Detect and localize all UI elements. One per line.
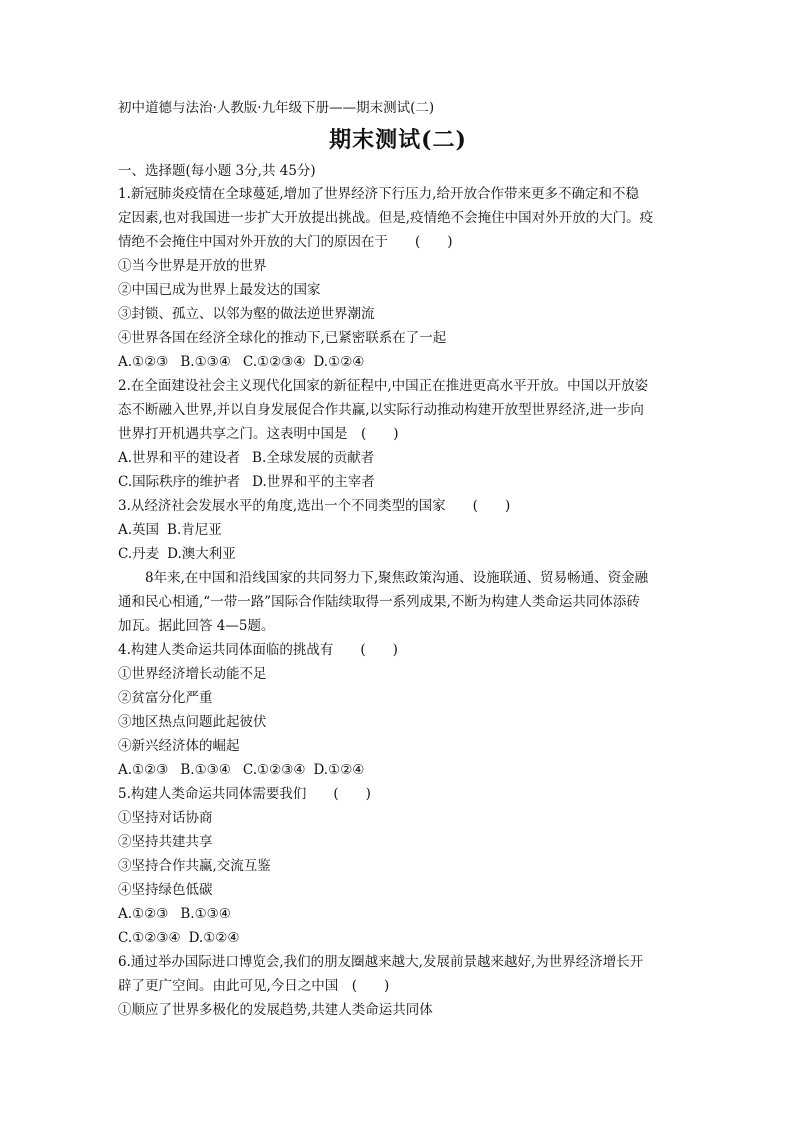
statement-item: ④世界各国在经济全球化的推动下,已紧密联系在了一起 xyxy=(118,330,447,346)
option-a: A.①②③ xyxy=(118,354,169,370)
statement-item: ①世界经济增长动能不足 xyxy=(118,666,267,682)
answer-options xyxy=(118,446,678,470)
material-text: 8年来,在中国和沿线国家的共同努力下,聚焦政策沟通、设施联通、贸易畅通、资金融 xyxy=(145,570,649,586)
material-text: 加瓦。据此回答 4—5题。 xyxy=(118,618,275,634)
question-1 xyxy=(118,182,678,374)
question-stem: 情绝不会掩住中国对外开放的大门的原因在于 ( ) xyxy=(118,234,453,250)
statement-item: ④坚持绿色低碳 xyxy=(118,882,213,898)
option-b: B.肯尼亚 xyxy=(167,522,222,538)
question-stem: 3.从经济社会发展水平的角度,选出一个不同类型的国家 ( ) xyxy=(118,498,511,514)
section-heading: 一、选择题(每小题 3分,共 45分) xyxy=(118,163,316,179)
option-c: C.①②③④ xyxy=(242,354,306,370)
question-3 xyxy=(118,494,678,566)
question-stem: 5.构建人类命运共同体需要我们 ( ) xyxy=(118,786,371,802)
question-stem: 6.通过举办国际进口博览会,我们的朋友圈越来越大,发展前景越来越好,为世界经济增长开 xyxy=(118,954,644,970)
answer-options xyxy=(118,350,678,374)
statement-item: ②坚持共建共享 xyxy=(118,834,213,850)
material-text: 通和民心相通,“一带一路”国际合作陆续取得一系列成果,不断为构建人类命运共同体添砖 xyxy=(118,594,640,610)
question-5 xyxy=(118,782,678,950)
option-b: B.①③④ xyxy=(180,906,231,922)
statement-item: ①当今世界是开放的世界 xyxy=(118,258,267,274)
answer-options xyxy=(118,542,678,566)
statement-item: ③坚持合作共赢,交流互鉴 xyxy=(118,858,271,874)
option-d: D.澳大利亚 xyxy=(167,546,236,562)
answer-options xyxy=(118,902,678,926)
question-4 xyxy=(118,638,678,782)
question-stem: 1.新冠肺炎疫情在全球蔓延,增加了世界经济下行压力,给开放合作带来更多不确定和不稳 xyxy=(118,186,639,202)
question-2 xyxy=(118,374,678,494)
option-c: C.①②③④ xyxy=(242,762,306,778)
statement-item: ④新兴经济体的崛起 xyxy=(118,738,240,754)
statement-item: ③地区热点问题此起彼伏 xyxy=(118,714,267,730)
statement-item: ①顺应了世界多极化的发展趋势,共建人类命运共同体 xyxy=(118,1002,433,1018)
question-6 xyxy=(118,950,678,1022)
option-d: D.①②④ xyxy=(188,930,240,946)
statement-item: ③封锁、孤立、以邻为壑的做法逆世界潮流 xyxy=(118,306,375,322)
question-stem: 世界打开机遇共享之门。这表明中国是 ( ) xyxy=(118,426,399,442)
option-a: A.①②③ xyxy=(118,762,169,778)
statement-item: ①坚持对话协商 xyxy=(118,810,213,826)
option-b: B.①③④ xyxy=(180,354,231,370)
question-stem: 辟了更广空间。由此可见,今日之中国 ( ) xyxy=(118,978,390,994)
statement-item: ②贫富分化严重 xyxy=(118,690,213,706)
option-c: C.丹麦 xyxy=(118,546,160,562)
question-stem: 4.构建人类命运共同体面临的挑战有 ( ) xyxy=(118,642,398,658)
answer-options xyxy=(118,926,678,950)
statement-item: ②中国已成为世界上最发达的国家 xyxy=(118,282,321,298)
option-b: B.全球发展的贡献者 xyxy=(252,450,375,466)
option-d: D.①②④ xyxy=(313,762,365,778)
question-stem: 定因素,也对我国进一步扩大开放提出挑战。但是,疫情绝不会掩住中国对外开放的大门。疫 xyxy=(118,210,654,226)
question-stem: 2.在全面建设社会主义现代化国家的新征程中,中国正在推进更高水平开放。中国以开放姿 xyxy=(118,378,649,394)
answer-options xyxy=(118,758,678,782)
question-stem: 态不断融入世界,并以自身发展促合作共赢,以实际行动推动构建开放型世界经济,进一步向 xyxy=(118,402,644,418)
option-a: A.英国 xyxy=(118,522,160,538)
page-title: 期末测试(二) xyxy=(329,127,467,153)
answer-options xyxy=(118,470,678,494)
option-a: A.①②③ xyxy=(118,906,169,922)
option-a: A.世界和平的建设者 xyxy=(118,450,241,466)
document-subtitle: 初中道德与法治·人教版·九年级下册——期末测试(二) xyxy=(118,100,435,116)
option-d: D.①②④ xyxy=(313,354,365,370)
option-b: B.①③④ xyxy=(180,762,231,778)
answer-options xyxy=(118,518,678,542)
option-c: C.国际秩序的维护者 xyxy=(118,474,241,490)
option-d: D.世界和平的主宰者 xyxy=(252,474,375,490)
exam-content xyxy=(118,98,678,1022)
option-c: C.①②③④ xyxy=(118,930,181,946)
reading-material xyxy=(118,566,678,638)
